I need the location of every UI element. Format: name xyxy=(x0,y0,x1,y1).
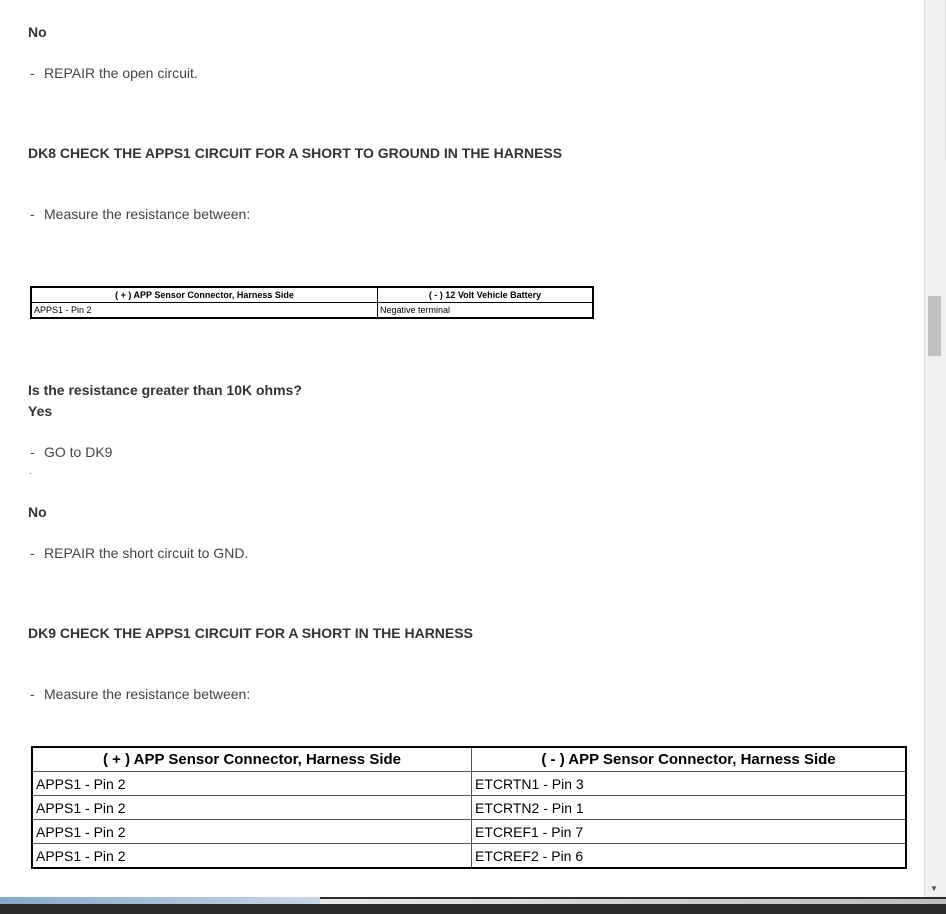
bullet-repair-short xyxy=(30,545,248,561)
vertical-scrollbar[interactable] xyxy=(924,0,946,897)
table-row xyxy=(32,796,906,820)
scrollbar-thumb[interactable] xyxy=(928,296,941,356)
table-cell: ETCRTN2 - Pin 1 xyxy=(472,796,907,820)
resistance-question: Is the resistance greater than 10K ohms? xyxy=(28,382,302,398)
answer-yes: Yes xyxy=(28,403,53,419)
bullet-dash: - xyxy=(30,686,35,702)
dk8-resistance-table xyxy=(30,286,594,319)
dk8-heading: DK8 CHECK THE APPS1 CIRCUIT FOR A SHORT TO GROUND IN THE HARNESS xyxy=(28,145,563,161)
table-cell: APPS1 - Pin 2 xyxy=(32,844,472,869)
table-header-cell: ( - ) APP Sensor Connector, Harness Side xyxy=(472,747,907,772)
bullet-dash: - xyxy=(30,206,35,222)
table-header-cell: ( - ) 12 Volt Vehicle Battery xyxy=(378,287,594,303)
table-row xyxy=(32,844,906,869)
table-cell: APPS1 - Pin 2 xyxy=(32,796,472,820)
bullet-dash: - xyxy=(30,444,35,460)
table-cell: ETCRTN1 - Pin 3 xyxy=(472,772,907,796)
table-cell: ETCREF2 - Pin 6 xyxy=(472,844,907,869)
measure-text: Measure the resistance between: xyxy=(44,686,251,702)
table-cell: APPS1 - Pin 2 xyxy=(31,303,378,319)
bullet-repair-open xyxy=(30,65,198,81)
dk9-resistance-table xyxy=(31,746,907,869)
bullet-dash: - xyxy=(30,545,35,561)
repair-short-text: REPAIR the short circuit to GND. xyxy=(44,545,249,561)
answer-no: No xyxy=(28,504,47,520)
table-header-row xyxy=(31,287,593,303)
table-cell: ETCREF1 - Pin 7 xyxy=(472,820,907,844)
table-header-cell: ( + ) APP Sensor Connector, Harness Side xyxy=(32,747,472,772)
table-cell: APPS1 - Pin 2 xyxy=(32,772,472,796)
goto-dk9-text: GO to DK9 xyxy=(44,444,113,460)
bullet-dash: - xyxy=(30,65,35,81)
bullet-measure-2 xyxy=(30,686,250,702)
table-row xyxy=(32,772,906,796)
dk9-heading: DK9 CHECK THE APPS1 CIRCUIT FOR A SHORT IN THE HARNESS xyxy=(28,625,473,641)
taskbar-strip xyxy=(0,897,946,914)
bullet-measure-1 xyxy=(30,206,250,222)
table-row xyxy=(31,303,593,319)
table-cell: Negative terminal xyxy=(378,303,594,319)
measure-text: Measure the resistance between: xyxy=(44,206,251,222)
taskbar-band xyxy=(320,899,946,904)
table-header-row xyxy=(32,747,906,772)
table-row xyxy=(32,820,906,844)
bullet-goto-dk9 xyxy=(30,444,112,460)
table-header-cell: ( + ) APP Sensor Connector, Harness Side xyxy=(31,287,378,303)
separator-dot: · xyxy=(29,468,33,479)
scroll-down-arrow-icon[interactable]: ▼ xyxy=(930,884,938,893)
table-cell: APPS1 - Pin 2 xyxy=(32,820,472,844)
repair-open-text: REPAIR the open circuit. xyxy=(44,65,198,81)
taskbar-highlight xyxy=(0,897,320,904)
answer-no: No xyxy=(28,24,47,40)
